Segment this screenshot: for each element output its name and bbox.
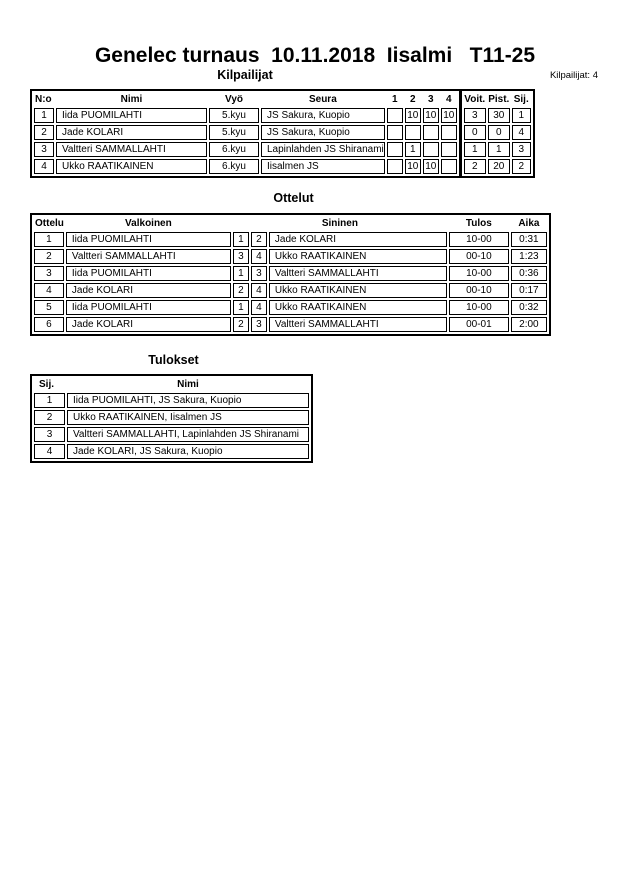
cell-tulos: 00-01 xyxy=(449,317,509,332)
col-header-valkoinen: Valkoinen xyxy=(125,217,172,229)
cell-round-2: 10 xyxy=(405,159,421,174)
cell-seura: JS Sakura, Kuopio xyxy=(261,108,385,123)
table-row xyxy=(34,108,457,123)
cell-sininen-number: 3 xyxy=(251,317,267,332)
cell-round-1 xyxy=(387,142,403,157)
table-row xyxy=(34,427,309,442)
cell-aika: 0:31 xyxy=(511,232,547,247)
cell-voit: 3 xyxy=(464,108,486,123)
table-row xyxy=(34,159,457,174)
table-row xyxy=(464,142,531,157)
cell-round-4: 10 xyxy=(441,108,457,123)
cell-nimi: Jade KOLARI, JS Sakura, Kuopio xyxy=(67,444,309,459)
cell-valkoinen: Jade KOLARI xyxy=(66,283,231,298)
col-header-round-2: 2 xyxy=(409,93,416,105)
table-header-row xyxy=(34,93,457,106)
cell-valkoinen: Valtteri SAMMALLAHTI xyxy=(66,249,231,264)
cell-pist: 1 xyxy=(488,142,510,157)
col-header-round-1: 1 xyxy=(391,93,398,105)
table-row xyxy=(34,410,309,425)
table-row xyxy=(34,125,457,140)
cell-nimi: Ukko RAATIKAINEN xyxy=(56,159,207,174)
cell-voit: 1 xyxy=(464,142,486,157)
cell-valkoinen: Iida PUOMILAHTI xyxy=(66,232,231,247)
cell-nimi: Iida PUOMILAHTI xyxy=(56,108,207,123)
ottelut-box xyxy=(30,213,551,336)
cell-valkoinen: Iida PUOMILAHTI xyxy=(66,266,231,281)
cell-valkoinen: Iida PUOMILAHTI xyxy=(66,300,231,315)
table-row xyxy=(34,283,547,298)
cell-sininen-number: 4 xyxy=(251,249,267,264)
col-header-nimi: Nimi xyxy=(177,378,199,390)
cell-round-4 xyxy=(441,125,457,140)
table-row xyxy=(34,266,547,281)
cell-vyo: 6.kyu xyxy=(209,159,259,174)
cell-tulos: 10-00 xyxy=(449,266,509,281)
cell-sininen-number: 2 xyxy=(251,232,267,247)
cell-round-3 xyxy=(423,142,439,157)
cell-round-2: 10 xyxy=(405,108,421,123)
cell-tulos: 00-10 xyxy=(449,283,509,298)
col-header-voit: Voit. xyxy=(464,93,486,105)
cell-voit: 0 xyxy=(464,125,486,140)
col-header-nimi: Nimi xyxy=(120,93,143,105)
kilpailijat-main-box xyxy=(30,89,460,178)
cell-sininen-number: 4 xyxy=(251,283,267,298)
cell-sininen: Ukko RAATIKAINEN xyxy=(269,283,447,298)
cell-sininen: Jade KOLARI xyxy=(269,232,447,247)
cell-sij: 3 xyxy=(34,427,65,442)
cell-round-1 xyxy=(387,159,403,174)
ottelut-grid xyxy=(32,215,549,334)
cell-valkoinen-number: 1 xyxy=(233,300,249,315)
table-row xyxy=(464,108,531,123)
tulokset-box xyxy=(30,374,313,463)
ottelut-table xyxy=(30,213,551,336)
cell-nimi: Iida PUOMILAHTI, JS Sakura, Kuopio xyxy=(67,393,309,408)
cell-seura: Lapinlahden JS Shiranami xyxy=(261,142,385,157)
cell-no: 4 xyxy=(34,159,54,174)
section-heading-tulokset: Tulokset xyxy=(148,353,199,367)
table-row xyxy=(34,444,309,459)
cell-round-2: 1 xyxy=(405,142,421,157)
col-header-round-4: 4 xyxy=(445,93,452,105)
cell-round-3 xyxy=(423,125,439,140)
section-heading-ottelut: Ottelut xyxy=(273,191,314,205)
cell-tulos: 10-00 xyxy=(449,300,509,315)
cell-round-4 xyxy=(441,159,457,174)
cell-sininen: Valtteri SAMMALLAHTI xyxy=(269,266,447,281)
col-header-aika: Aika xyxy=(518,217,540,229)
cell-valkoinen-number: 2 xyxy=(233,283,249,298)
cell-vyo: 6.kyu xyxy=(209,142,259,157)
col-header-seura: Seura xyxy=(308,93,337,105)
tulokset-grid xyxy=(32,376,311,461)
cell-aika: 0:32 xyxy=(511,300,547,315)
cell-ottelu: 4 xyxy=(34,283,64,298)
cell-aika: 1:23 xyxy=(511,249,547,264)
cell-sininen: Ukko RAATIKAINEN xyxy=(269,249,447,264)
kilpailijat-table xyxy=(30,89,535,178)
col-header-sininen: Sininen xyxy=(321,217,358,229)
cell-sij: 4 xyxy=(34,444,65,459)
cell-tulos: 00-10 xyxy=(449,249,509,264)
table-row xyxy=(34,232,547,247)
kilpailijat-results-grid xyxy=(462,91,533,176)
cell-tulos: 10-00 xyxy=(449,232,509,247)
cell-voit: 2 xyxy=(464,159,486,174)
cell-no: 1 xyxy=(34,108,54,123)
cell-ottelu: 3 xyxy=(34,266,64,281)
cell-sij: 3 xyxy=(512,142,531,157)
col-header-sij: Sij. xyxy=(39,378,55,390)
cell-round-3: 10 xyxy=(423,159,439,174)
kilpailijat-main-grid xyxy=(32,91,459,176)
cell-sij: 1 xyxy=(34,393,65,408)
table-row xyxy=(34,249,547,264)
cell-ottelu: 5 xyxy=(34,300,64,315)
table-row xyxy=(464,125,531,140)
cell-sininen: Ukko RAATIKAINEN xyxy=(269,300,447,315)
cell-round-2 xyxy=(405,125,421,140)
tulokset-table xyxy=(30,374,313,463)
cell-valkoinen-number: 3 xyxy=(233,249,249,264)
cell-sij: 4 xyxy=(512,125,531,140)
cell-round-3: 10 xyxy=(423,108,439,123)
cell-aika: 2:00 xyxy=(511,317,547,332)
kilpailijat-results-box xyxy=(460,89,535,178)
col-header-sij: Sij. xyxy=(513,93,529,105)
col-header-ottelu: Ottelu xyxy=(35,217,64,229)
col-header-pist: Pist. xyxy=(488,93,510,105)
cell-round-4 xyxy=(441,142,457,157)
table-header-row xyxy=(464,93,531,106)
cell-pist: 30 xyxy=(488,108,510,123)
col-header-no: N:o xyxy=(35,93,52,105)
cell-valkoinen: Jade KOLARI xyxy=(66,317,231,332)
cell-seura: Iisalmen JS xyxy=(261,159,385,174)
cell-sij: 2 xyxy=(34,410,65,425)
cell-valkoinen-number: 1 xyxy=(233,232,249,247)
cell-sininen-number: 4 xyxy=(251,300,267,315)
cell-pist: 0 xyxy=(488,125,510,140)
cell-nimi: Ukko RAATIKAINEN, Iisalmen JS xyxy=(67,410,309,425)
cell-round-1 xyxy=(387,108,403,123)
col-header-vyo: Vyö xyxy=(225,93,243,105)
cell-sij: 2 xyxy=(512,159,531,174)
cell-vyo: 5.kyu xyxy=(209,125,259,140)
cell-aika: 0:17 xyxy=(511,283,547,298)
cell-sininen: Valtteri SAMMALLAHTI xyxy=(269,317,447,332)
page-title: Genelec turnaus 10.11.2018 Iisalmi T11-25 xyxy=(94,44,536,67)
table-row xyxy=(34,393,309,408)
table-row xyxy=(34,317,547,332)
cell-nimi: Valtteri SAMMALLAHTI xyxy=(56,142,207,157)
competitors-count-label: Kilpailijat: 4 xyxy=(549,70,598,81)
cell-no: 3 xyxy=(34,142,54,157)
col-header-tulos: Tulos xyxy=(465,217,492,229)
cell-ottelu: 2 xyxy=(34,249,64,264)
cell-sininen-number: 3 xyxy=(251,266,267,281)
cell-aika: 0:36 xyxy=(511,266,547,281)
table-header-row xyxy=(34,378,309,391)
cell-valkoinen-number: 2 xyxy=(233,317,249,332)
cell-no: 2 xyxy=(34,125,54,140)
cell-vyo: 5.kyu xyxy=(209,108,259,123)
cell-ottelu: 1 xyxy=(34,232,64,247)
cell-nimi: Jade KOLARI xyxy=(56,125,207,140)
table-row xyxy=(34,142,457,157)
cell-ottelu: 6 xyxy=(34,317,64,332)
cell-seura: JS Sakura, Kuopio xyxy=(261,125,385,140)
cell-valkoinen-number: 1 xyxy=(233,266,249,281)
table-row xyxy=(464,159,531,174)
col-header-round-3: 3 xyxy=(427,93,434,105)
cell-round-1 xyxy=(387,125,403,140)
cell-sij: 1 xyxy=(512,108,531,123)
table-header-row xyxy=(34,217,547,230)
cell-pist: 20 xyxy=(488,159,510,174)
table-row xyxy=(34,300,547,315)
section-heading-kilpailijat: Kilpailijat xyxy=(217,68,273,82)
cell-nimi: Valtteri SAMMALLAHTI, Lapinlahden JS Shiranami xyxy=(67,427,309,442)
